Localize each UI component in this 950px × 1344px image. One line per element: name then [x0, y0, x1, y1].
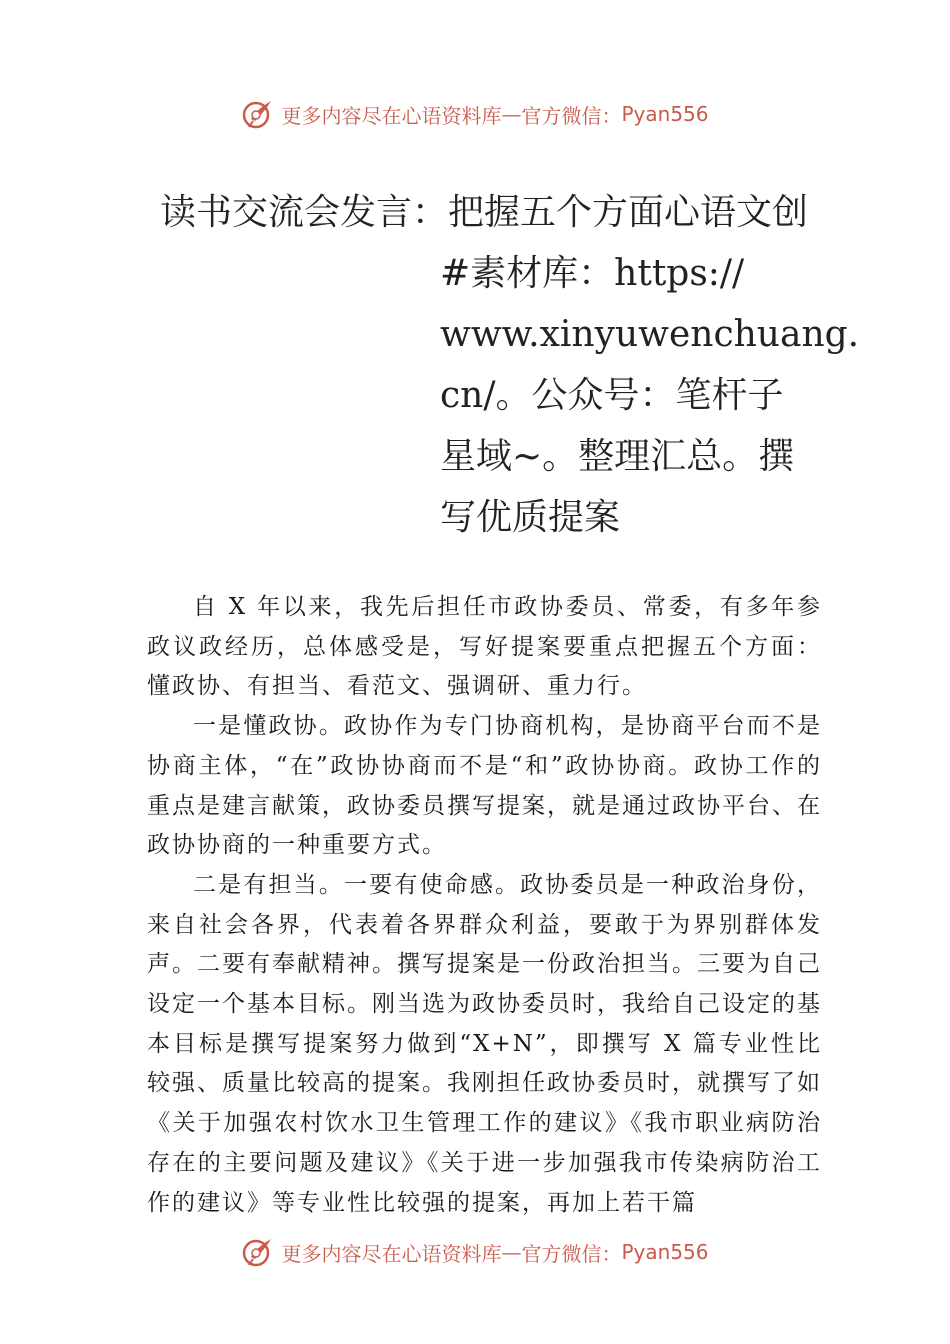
watermark-brand-text: 更多内容尽在心语资料库	[281, 1241, 502, 1266]
quill-pen-logo-icon	[241, 97, 275, 131]
title-line-4: cn/。公众号：笔杆子	[440, 375, 784, 416]
title-line-5: 星域~。整理汇总。撰	[440, 436, 795, 477]
watermark-dash: —	[501, 102, 522, 126]
watermark-wechat-id: Pyan556	[621, 102, 709, 126]
document-title	[160, 182, 860, 548]
footer-watermark	[0, 1230, 950, 1274]
title-line-6: 写优质提案	[440, 497, 621, 538]
watermark-wechat-label: 官方微信：	[521, 103, 622, 128]
quill-pen-logo-icon	[241, 1235, 275, 1269]
watermark-wechat-id: Pyan556	[621, 1240, 709, 1264]
paragraph-take-responsibility: 二是有担当。一要有使命感。政协委员是一种政治身份，来自社会各界，代表着各界群众利益，要敢于为界别群体发声。二要有奉献精神。撰写提案是一份政治担当。三要为自己设定一个基本目标。刚当选为政协委员时，我给自己设定的基本目标是撰写提案努力做到“X+N”，即撰写 X 篇专业性比较强、质量比较高的提案。我刚担任政协委员时，就撰写了如《关于加强农村饮水卫生管理工作的建议》《我市职业病防治存在的主要问题及建议》《关于进一步加强我市传染病防治工作的建议》等专业性比较强的提案，再加上若干篇	[147, 871, 822, 1216]
header-watermark	[0, 92, 950, 136]
document-body	[147, 588, 822, 1223]
paragraph-intro: 自 X 年以来，我先后担任市政协委员、常委，有多年参政议政经历，总体感受是，写好提案要重点把握五个方面： 懂政协、有担当、看范文、强调研、重力行。	[147, 594, 822, 700]
watermark-dash: —	[501, 1240, 522, 1264]
title-line-1: 读书交流会发言：把握五个方面心语文创	[160, 192, 809, 233]
title-line-3: www.xinyuwenchuang.	[440, 314, 860, 355]
title-line-2: #素材库：https://	[440, 253, 745, 294]
watermark-wechat-label: 官方微信：	[521, 1241, 622, 1266]
paragraph-understand-cppcc: 一是懂政协。政协作为专门协商机构，是协商平台而不是协商主体，“在”政协协商而不是“和”政协协商。政协工作的重点是建言献策，政协委员撰写提案，就是通过政协平台、在政协协商的一种重要方式。	[147, 713, 822, 859]
watermark-brand-text: 更多内容尽在心语资料库	[281, 103, 502, 128]
